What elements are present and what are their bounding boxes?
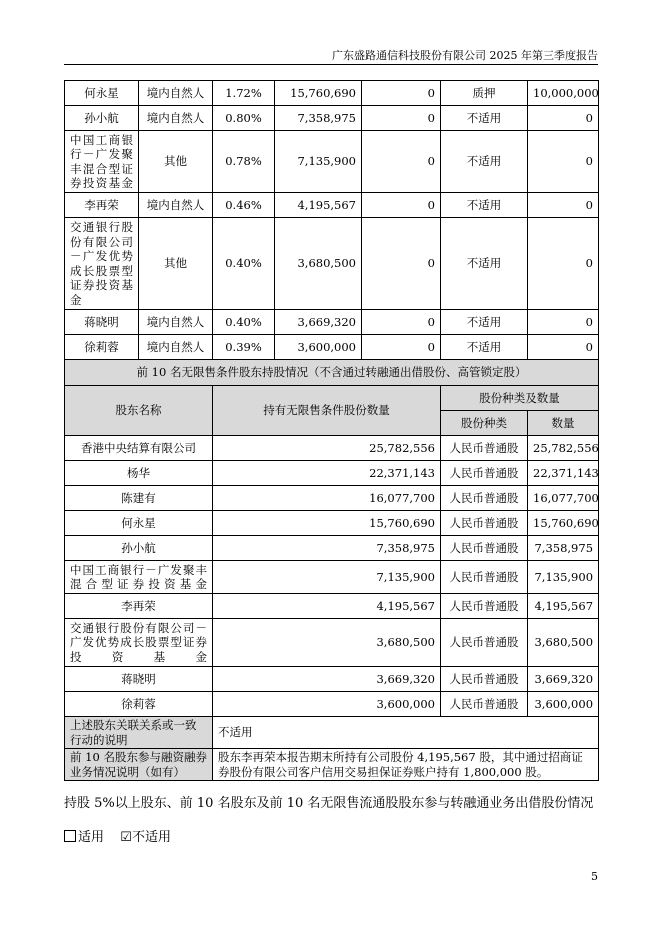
holder-status: 不适用 <box>441 193 528 218</box>
page-header <box>64 40 598 65</box>
section-heading: 持股 5%以上股东、前 10 名股东及前 10 名无限售流通股股东参与转融通业务出借股份情况 <box>64 796 594 811</box>
holder-qty: 0 <box>528 106 599 131</box>
u-holder-name: 陈建有 <box>65 486 213 511</box>
holder-shares: 7,135,900 <box>275 131 362 193</box>
holder-status: 不适用 <box>441 218 528 310</box>
holder-qty: 0 <box>528 193 599 218</box>
holder-qty: 10,000,000 <box>528 81 599 106</box>
u-holder-name: 中国工商银行－广发聚丰混合型证券投资基金 <box>65 561 213 594</box>
u-holder-qty: 3,669,320 <box>213 667 441 692</box>
holder-status: 不适用 <box>441 335 528 360</box>
table-row <box>65 594 599 619</box>
u-holder-type: 人民币普通股 <box>441 619 528 667</box>
table-row <box>65 218 599 310</box>
holder-qty: 0 <box>528 310 599 335</box>
holder-name: 徐莉蓉 <box>65 335 139 360</box>
u-holder-amount: 7,135,900 <box>528 561 599 594</box>
holder-name: 交通银行股份有限公司－广发优势成长股票型证券投资基金 <box>65 218 139 310</box>
holder-pct: 0.80% <box>213 106 275 131</box>
holder-shares: 3,680,500 <box>275 218 362 310</box>
u-holder-amount: 15,760,690 <box>528 511 599 536</box>
holder-status: 不适用 <box>441 106 528 131</box>
table-row <box>65 193 599 218</box>
holder-name: 中国工商银行－广发聚丰混合型证券投资基金 <box>65 131 139 193</box>
holder-status: 不适用 <box>441 131 528 193</box>
holder-shares: 3,669,320 <box>275 310 362 335</box>
holder-name: 李再荣 <box>65 193 139 218</box>
u-holder-qty: 16,077,700 <box>213 486 441 511</box>
table-row <box>65 619 599 667</box>
table-row <box>65 106 599 131</box>
holder-restricted: 0 <box>362 193 441 218</box>
table-row <box>65 561 599 594</box>
u-holder-name: 蒋晓明 <box>65 667 213 692</box>
col-header-type: 股份种类 <box>441 411 528 436</box>
holder-pct: 0.46% <box>213 193 275 218</box>
table-row <box>65 692 599 717</box>
holder-status: 质押 <box>441 81 528 106</box>
unrestricted-table-title: 前 10 名无限售条件股东持股情况（不含通过转融通出借股份、高管锁定股） <box>65 360 599 386</box>
u-holder-name: 交通银行股份有限公司－广发优势成长股票型证券投资基金 <box>65 619 213 667</box>
u-holder-type: 人民币普通股 <box>441 536 528 561</box>
u-holder-amount: 25,782,556 <box>528 436 599 461</box>
related-label: 上述股东关联关系或一致行动的说明 <box>65 717 213 749</box>
holder-nature: 境内自然人 <box>139 193 213 218</box>
holder-shares: 4,195,567 <box>275 193 362 218</box>
u-holder-qty: 7,358,975 <box>213 536 441 561</box>
holder-nature: 其他 <box>139 131 213 193</box>
table-row <box>65 436 599 461</box>
table-row <box>65 486 599 511</box>
u-holder-qty: 15,760,690 <box>213 511 441 536</box>
u-holder-amount: 3,600,000 <box>528 692 599 717</box>
report-title: 广东盛路通信科技股份有限公司 2025 年第三季度报告 <box>332 49 598 62</box>
holder-restricted: 0 <box>362 335 441 360</box>
holder-name: 蒋晓明 <box>65 310 139 335</box>
related-value: 不适用 <box>213 717 599 749</box>
col-header-qty: 持有无限售条件股份数量 <box>213 386 441 436</box>
u-holder-qty: 22,371,143 <box>213 461 441 486</box>
u-holder-type: 人民币普通股 <box>441 436 528 461</box>
u-holder-name: 杨华 <box>65 461 213 486</box>
holder-qty: 0 <box>528 218 599 310</box>
holder-nature: 境内自然人 <box>139 106 213 131</box>
table-row <box>65 717 599 749</box>
table-row <box>65 749 599 781</box>
col-header-amount: 数量 <box>528 411 599 436</box>
table-row <box>65 131 599 193</box>
table-row <box>65 81 599 106</box>
holder-qty: 0 <box>528 131 599 193</box>
holder-pct: 0.39% <box>213 335 275 360</box>
col-header-type-group: 股份种类及数量 <box>441 386 599 411</box>
u-holder-qty: 3,680,500 <box>213 619 441 667</box>
not-applicable-checkbox[interactable]: ☑ <box>120 830 132 845</box>
holder-nature: 境内自然人 <box>139 335 213 360</box>
u-holder-type: 人民币普通股 <box>441 594 528 619</box>
applicability-options <box>64 826 171 845</box>
u-holder-amount: 3,680,500 <box>528 619 599 667</box>
u-holder-name: 徐莉蓉 <box>65 692 213 717</box>
holder-nature: 境内自然人 <box>139 81 213 106</box>
u-holder-name: 香港中央结算有限公司 <box>65 436 213 461</box>
holder-pct: 0.40% <box>213 310 275 335</box>
holder-restricted: 0 <box>362 310 441 335</box>
holder-restricted: 0 <box>362 131 441 193</box>
applicable-label: 适用 <box>78 830 105 845</box>
holder-pct: 0.40% <box>213 218 275 310</box>
u-holder-type: 人民币普通股 <box>441 461 528 486</box>
u-holder-name: 何永星 <box>65 511 213 536</box>
page-number: 5 <box>591 870 598 883</box>
holder-shares: 15,760,690 <box>275 81 362 106</box>
u-holder-qty: 4,195,567 <box>213 594 441 619</box>
u-holder-type: 人民币普通股 <box>441 692 528 717</box>
applicable-checkbox[interactable] <box>64 830 76 842</box>
holder-shares: 3,600,000 <box>275 335 362 360</box>
table-row <box>65 536 599 561</box>
holder-restricted: 0 <box>362 106 441 131</box>
margin-value: 股东李再荣本报告期末所持有公司股份 4,195,567 股，其中通过招商证券股份有限公司客户信用交易担保证券账户持有 1,800,000 股。 <box>213 749 599 781</box>
table-row <box>65 310 599 335</box>
holder-name: 何永星 <box>65 81 139 106</box>
holder-restricted: 0 <box>362 81 441 106</box>
top-holders-table <box>64 80 599 360</box>
u-holder-name: 孙小航 <box>65 536 213 561</box>
holder-nature: 境内自然人 <box>139 310 213 335</box>
table-row <box>65 461 599 486</box>
u-holder-amount: 22,371,143 <box>528 461 599 486</box>
holder-nature: 其他 <box>139 218 213 310</box>
table-row <box>65 511 599 536</box>
u-holder-type: 人民币普通股 <box>441 486 528 511</box>
holder-shares: 7,358,975 <box>275 106 362 131</box>
u-holder-amount: 16,077,700 <box>528 486 599 511</box>
u-holder-name: 李再荣 <box>65 594 213 619</box>
unrestricted-holders-table <box>64 359 599 781</box>
holder-pct: 1.72% <box>213 81 275 106</box>
u-holder-amount: 3,669,320 <box>528 667 599 692</box>
holder-status: 不适用 <box>441 310 528 335</box>
u-holder-qty: 7,135,900 <box>213 561 441 594</box>
u-holder-type: 人民币普通股 <box>441 561 528 594</box>
col-header-name: 股东名称 <box>65 386 213 436</box>
holder-pct: 0.78% <box>213 131 275 193</box>
table-row <box>65 667 599 692</box>
holder-restricted: 0 <box>362 218 441 310</box>
holder-name: 孙小航 <box>65 106 139 131</box>
table-row <box>65 335 599 360</box>
u-holder-type: 人民币普通股 <box>441 667 528 692</box>
not-applicable-label: 不适用 <box>131 830 171 845</box>
u-holder-amount: 7,358,975 <box>528 536 599 561</box>
u-holder-qty: 3,600,000 <box>213 692 441 717</box>
holder-qty: 0 <box>528 335 599 360</box>
u-holder-qty: 25,782,556 <box>213 436 441 461</box>
u-holder-type: 人民币普通股 <box>441 511 528 536</box>
margin-label: 前 10 名股东参与融资融券业务情况说明（如有） <box>65 749 213 781</box>
u-holder-amount: 4,195,567 <box>528 594 599 619</box>
